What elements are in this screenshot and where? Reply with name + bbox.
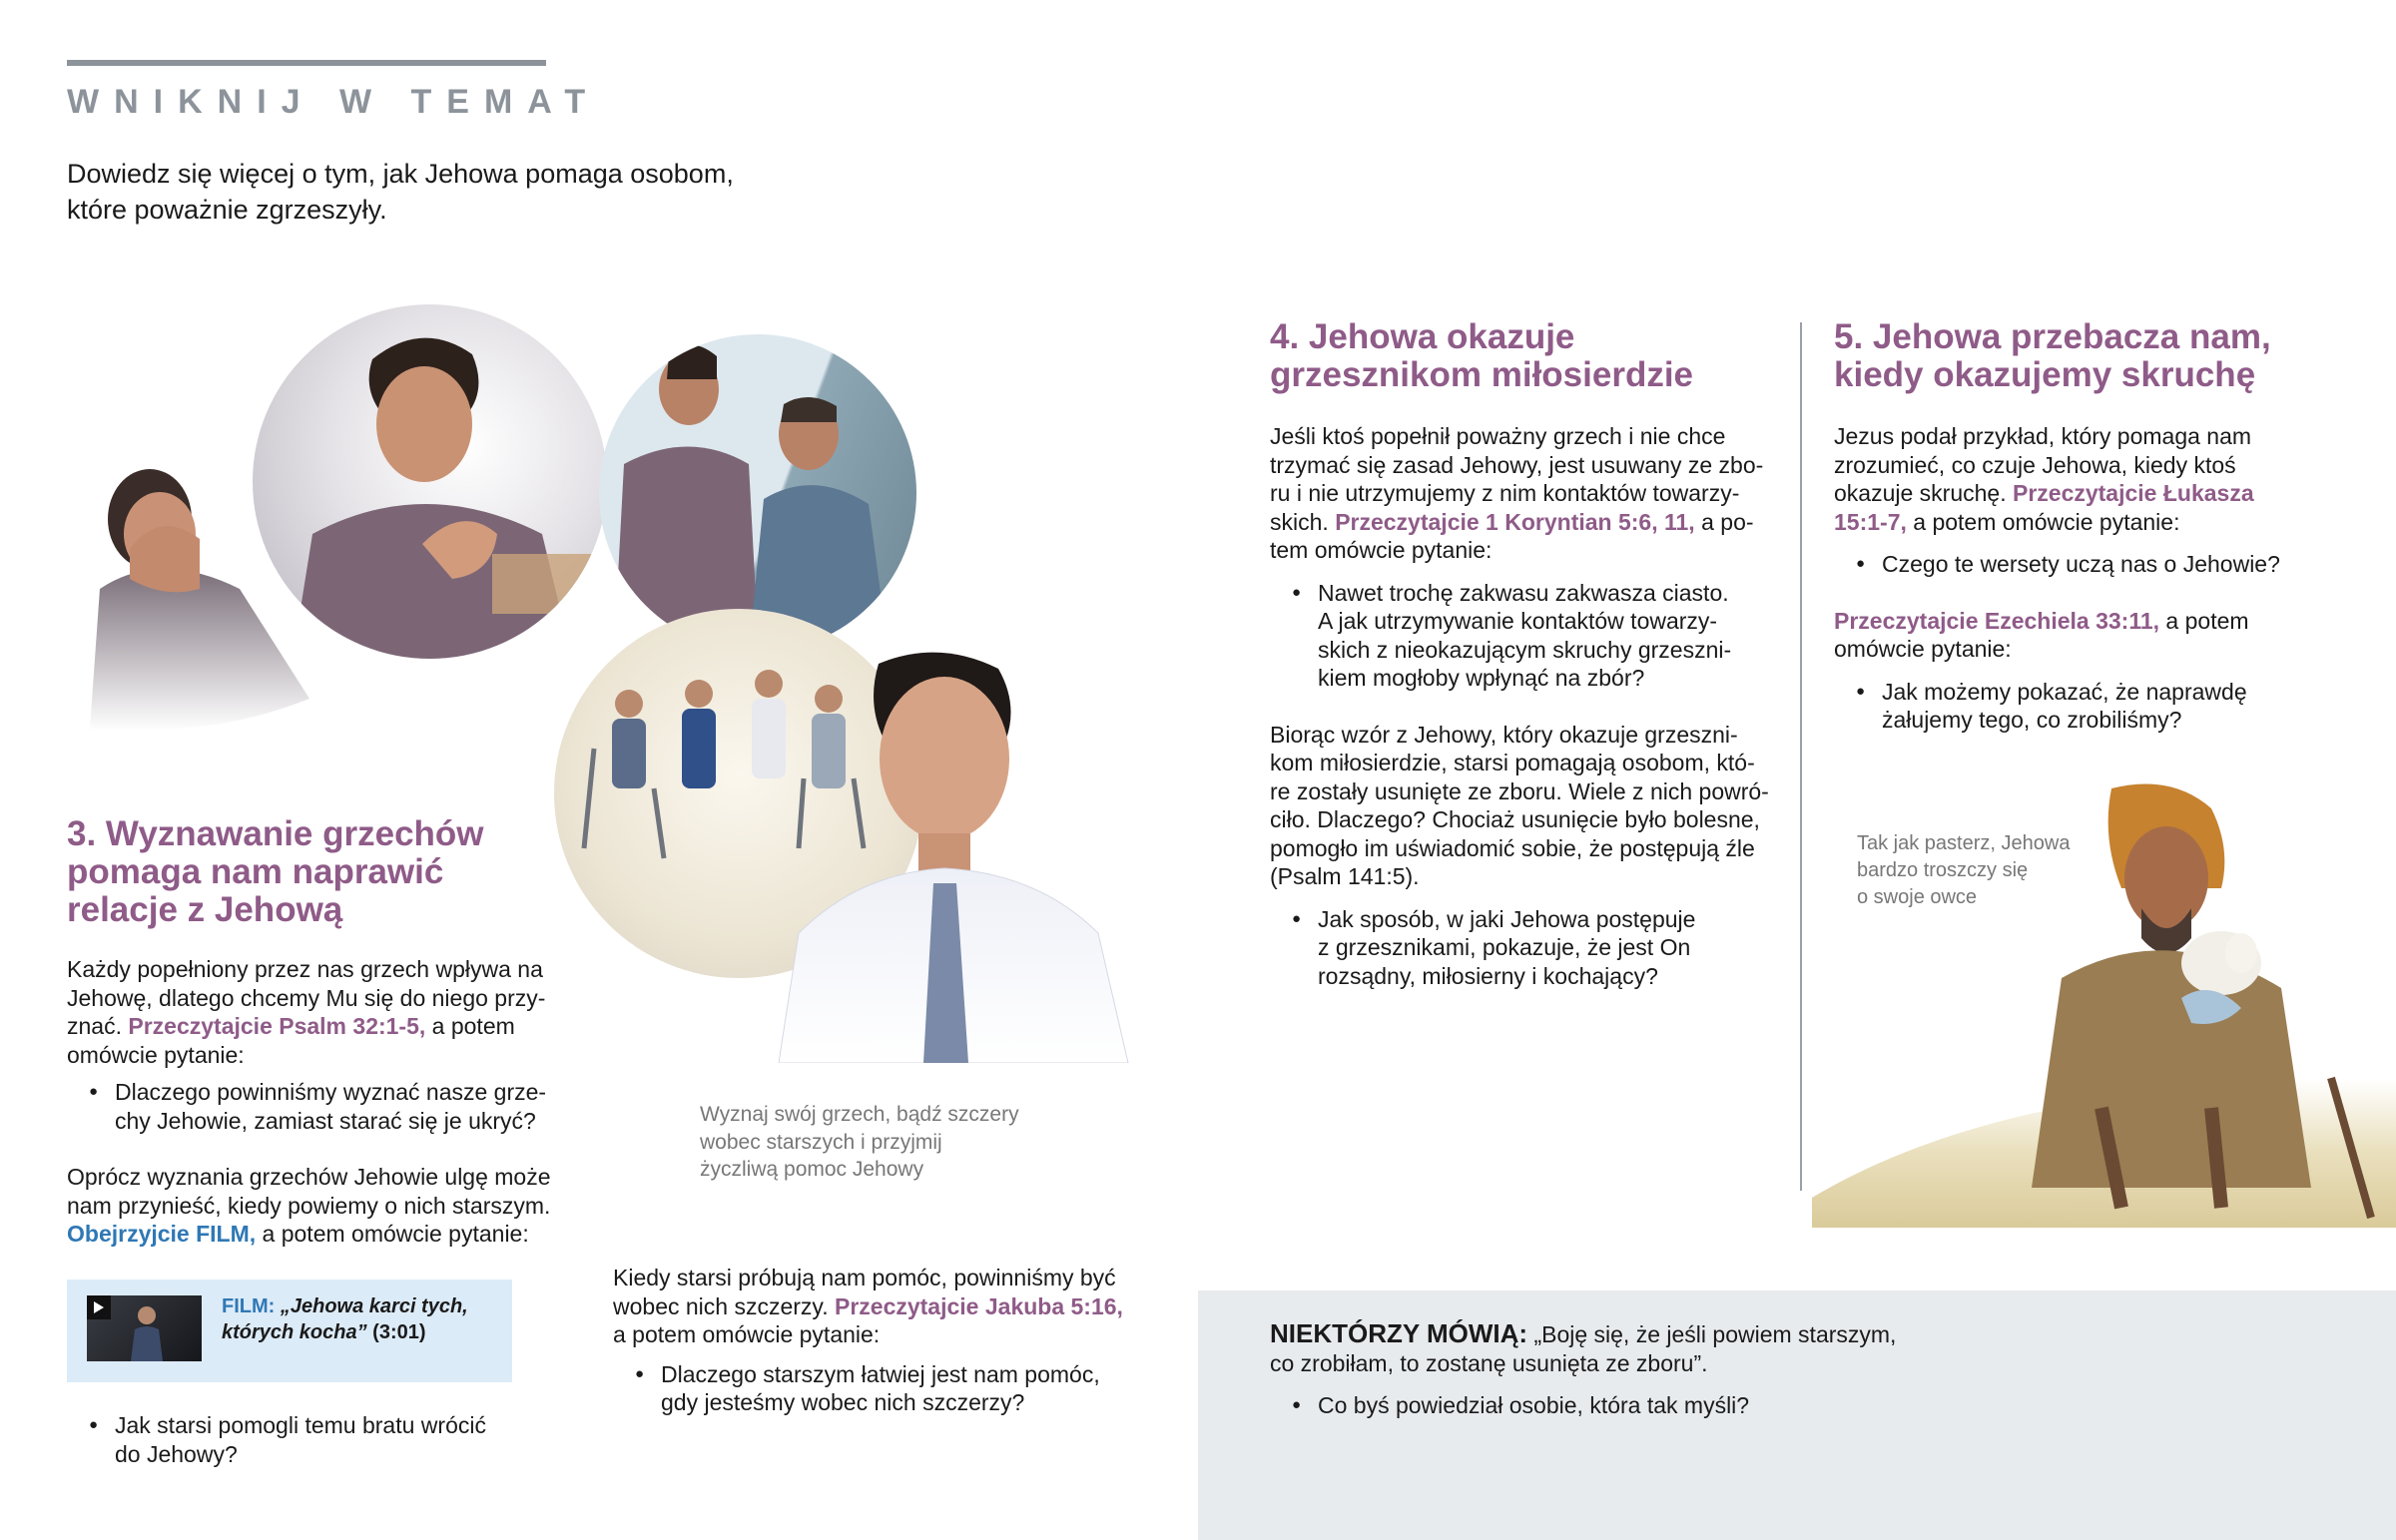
- scripture-james-5[interactable]: Przeczytajcie Jakuba 5:16,: [834, 1292, 1123, 1319]
- film-title[interactable]: FILM: „Jehowa karci tych, których kocha” (3:01): [222, 1295, 468, 1343]
- section-5-question-1: ● Czego te wersety uczą nas o Jehowie?: [1834, 550, 2353, 579]
- section-kicker: WNIKNIJ W TEMAT: [67, 83, 601, 121]
- kicker-rule: [67, 60, 546, 66]
- section-4-question-1: ● Nawet trochę zakwasu zakwasza ciasto. A jak utrzymywanie kontaktów towarzy- skich z nieokazującym skruchy grzeszni- kiem mogłoby wpłynąć na zbór?: [1270, 579, 1789, 693]
- section-5-question-2: ● Jak możemy pokazać, że naprawdę żałujemy tego, co zrobiliśmy?: [1834, 678, 2353, 735]
- scripture-luke-15-b[interactable]: 15:1-7,: [1834, 508, 1907, 535]
- film-box[interactable]: [67, 1280, 512, 1382]
- some-say-box: [1198, 1290, 2396, 1540]
- illustration-smiling-young-man: [759, 644, 1148, 1063]
- section-5-paragraph-2: Przeczytajcie Ezechiela 33:11, a potem omówcie pytanie:: [1834, 607, 2249, 662]
- caption-confess: Wyznaj swój grzech, bądź szczery wobec starszych i przyjmij życzliwą pomoc Jehowy: [700, 1103, 1019, 1181]
- section-3-question-1: ● Dlaczego powinniśmy wyznać nasze grze- chy Jehowie, zamiast starać się je ukryć?: [67, 1078, 566, 1135]
- section-5-paragraph-1: Jezus podał przykład, który pomaga nam zrozumieć, co czuje Jehowa, kiedy ktoś okazuje skruchę. Przeczytajcie Łukasza 15:1-7, a potem omówcie pytanie:: [1834, 423, 2254, 535]
- scripture-luke-15-a[interactable]: Przeczytajcie Łukasza: [2012, 480, 2254, 506]
- film-thumbnail[interactable]: [87, 1295, 202, 1361]
- scripture-psalm-32[interactable]: Przeczytajcie Psalm 32:1-5,: [128, 1013, 426, 1039]
- section-3-paragraph-2: Oprócz wyznania grzechów Jehowie ulgę może nam przynieść, kiedy powiemy o nich starszym. Obejrzyjcie FILM, a potem omówcie pytanie:: [67, 1164, 551, 1247]
- section-4-paragraph-1: Jeśli ktoś popełnił poważny grzech i nie chce trzymać się zasad Jehowy, jest usuwany ze zbo- ru i nie utrzymujemy z nim kontaktów towarzy- skich. Przeczytajcie 1 Koryntian 5:6, 11, a po- tem omówcie pytanie:: [1270, 423, 1764, 563]
- section-3-paragraph-1: Każdy popełniony przez nas grzech wpływa na Jehowę, dlatego chcemy Mu się do niego przy- znać. Przeczytajcie Psalm 32:1-5, a potem omówcie pytanie:: [67, 956, 546, 1068]
- section-3-question-3: ● Dlaczego starszym łatwiej jest nam pomóc, gdy jesteśmy wobec nich szczerzy?: [613, 1360, 1182, 1417]
- section-3-paragraph-3: Kiedy starsi próbują nam pomóc, powinniśmy być wobec nich szczerzy. Przeczytajcie Jakuba 5:16, a potem omówcie pytanie:: [613, 1265, 1123, 1347]
- section-5-heading: 5. Jehowa przebacza nam, kiedy okazujemy skruchę: [1834, 317, 2271, 394]
- play-icon[interactable]: [87, 1295, 111, 1319]
- section-3-question-2: ● Jak starsi pomogli temu bratu wrócić do Jehowy?: [67, 1411, 574, 1468]
- illustration-praying-man: [253, 304, 607, 659]
- intro-text: Dowiedz się więcej o tym, jak Jehowa pomaga osobom, które poważnie zgrzeszyły.: [67, 159, 734, 225]
- caption-shepherd: Tak jak pasterz, Jehowa bardzo troszczy się o swoje owce: [1857, 832, 2071, 908]
- some-say-text: NIEKTÓRZY MÓWIĄ: „Boję się, że jeśli powiem starszym, co zrobiłam, to zostanę usunięta ze zboru”.: [1270, 1318, 1897, 1376]
- illustration-phone-call: [599, 334, 916, 652]
- section-5: [1834, 318, 2353, 735]
- section-4-paragraph-2: Biorąc wzór z Jehowy, który okazuje grzeszni- kom miłosierdzie, starsi pomagają osobom, któ- re zostały usunięte ze zboru. Wiele z nich powró- ciło. Dlaczego? Chociaż usunięcie było bolesne, pomogło im uświadomić sobie, że postępują źle (Psalm 141:5).: [1270, 721, 1769, 889]
- section-4-question-2: ● Jak sposób, w jaki Jehowa postępuje z grzesznikami, pokazuje, że jest On rozsądny, miłosierny i kochający?: [1270, 905, 1789, 991]
- section-3-continued: [613, 1264, 1182, 1417]
- section-4-heading: 4. Jehowa okazuje grzesznikom miłosierdzie: [1270, 317, 1694, 394]
- section-3: [67, 815, 566, 1249]
- some-say-question: ● Co byś powiedział osobie, która tak myśli?: [1270, 1391, 2017, 1420]
- column-divider: [1800, 322, 1802, 1191]
- section-4: [1270, 318, 1789, 990]
- scripture-ezekiel-33[interactable]: Przeczytajcie Ezechiela 33:11,: [1834, 607, 2160, 634]
- section-3-heading: 3. Wyznawanie grzechów pomaga nam naprawić relacje z Jehową: [67, 814, 484, 929]
- watch-film-link[interactable]: Obejrzyjcie FILM,: [67, 1221, 257, 1247]
- scripture-1-corinthians-5[interactable]: Przeczytajcie 1 Koryntian 5:6, 11,: [1335, 508, 1695, 535]
- presenter-figure: [127, 1301, 167, 1361]
